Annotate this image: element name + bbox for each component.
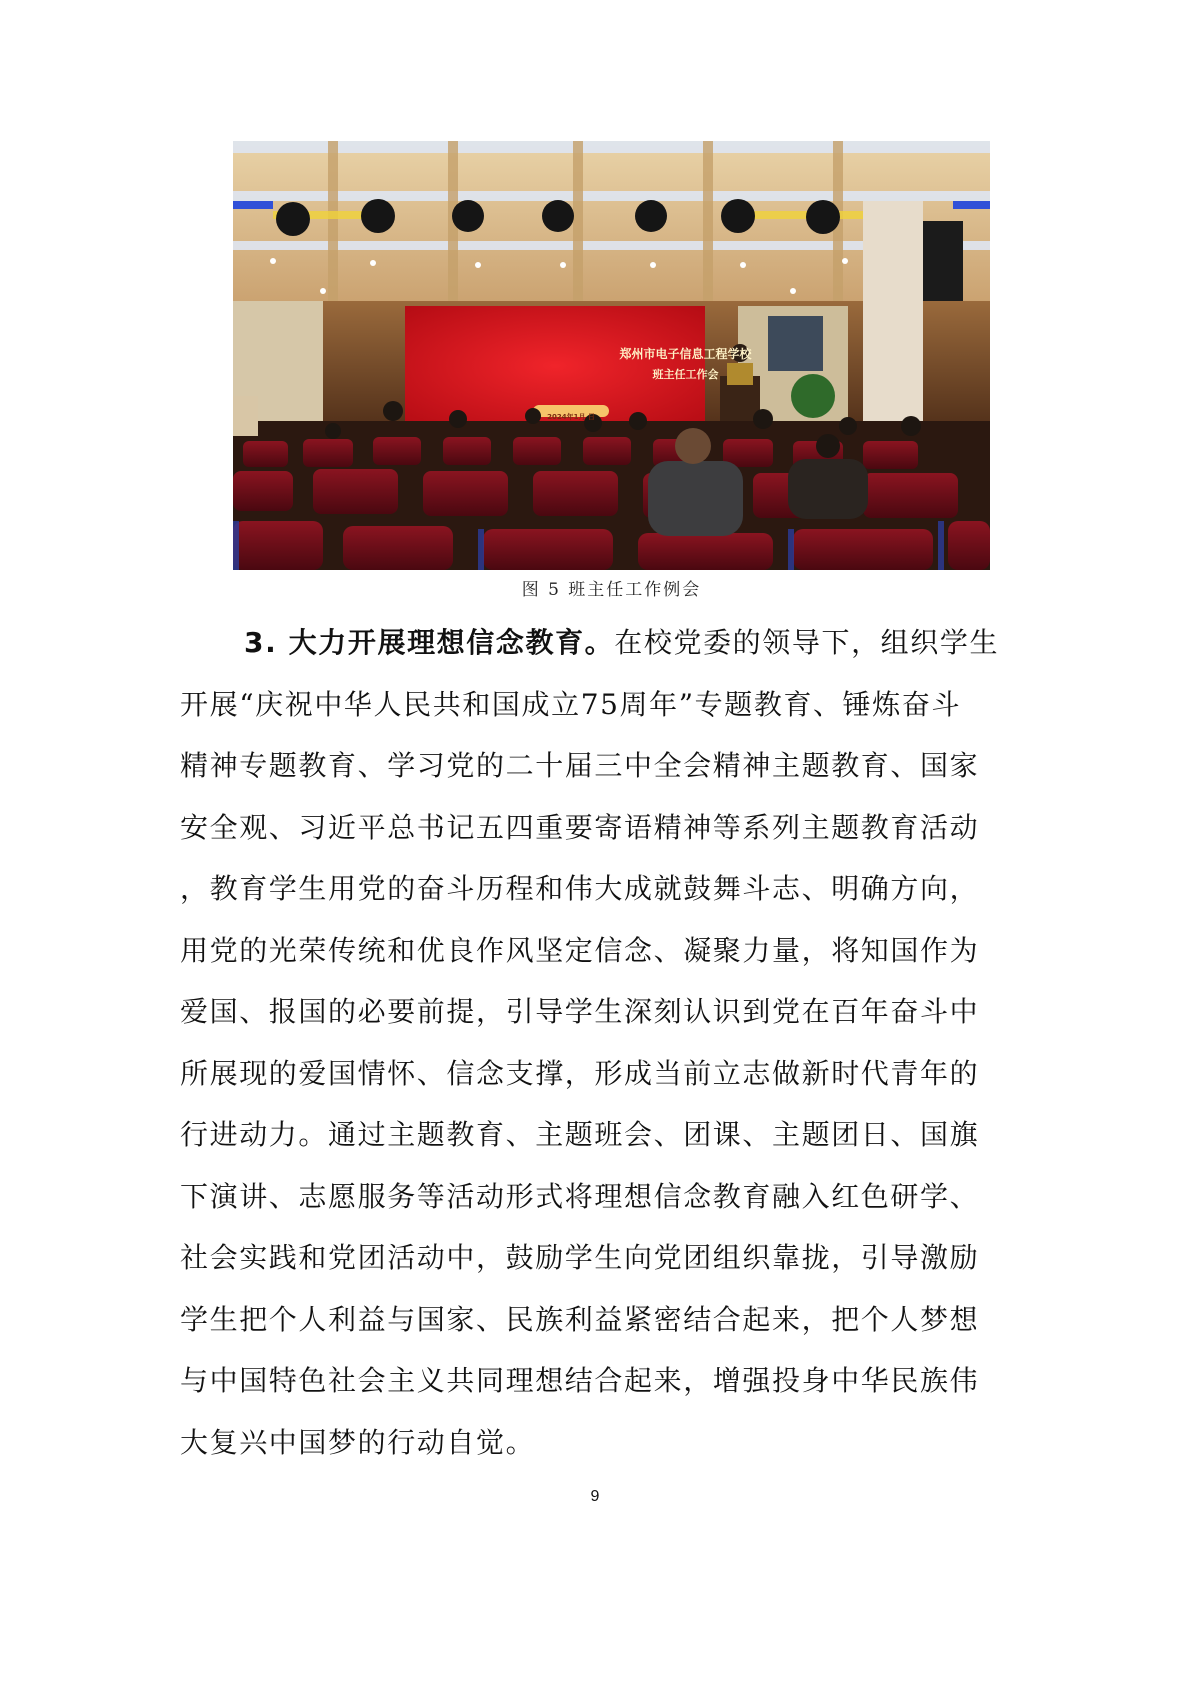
screen-title: 郑州市电子信息工程学校 (619, 347, 752, 361)
body-paragraph (180, 612, 1040, 1473)
screen-date: 2024年1月 日 (547, 413, 595, 421)
paragraph-line (180, 612, 1040, 674)
paragraph-line: 用党的光荣传统和优良作风坚定信念、凝聚力量，将知国作为 (180, 933, 980, 967)
section-heading: 3. 大力开展理想信念教育。 (244, 626, 615, 659)
paragraph-line: 安全观、习近平总书记五四重要寄语精神等系列主题教育活动 (180, 810, 980, 844)
paragraph-line: 爱国、报国的必要前提，引导学生深刻认识到党在百年奋斗中 (180, 995, 980, 1028)
paragraph-line: 学生把个人利益与国家、民族利益紧密结合起来，把个人梦想 (180, 1302, 980, 1336)
paragraph-line: 所展现的爱国情怀、信念支撑，形成当前立志做新时代青年的 (180, 1056, 980, 1090)
paragraph-line-text: 在校党委的领导下，组织学生 (614, 626, 1000, 659)
paragraph-line: ，教育学生用党的奋斗历程和伟大成就鼓舞斗志、明确方向， (180, 872, 980, 905)
paragraph-line: 开展“庆祝中华人民共和国成立75周年”专题教育、锤炼奋斗 (180, 687, 962, 721)
figure-caption: 图 5 班主任工作例会 (521, 580, 702, 600)
paragraph-line: 行进动力。通过主题教育、主题班会、团课、主题团日、国旗 (180, 1118, 980, 1151)
paragraph-line: 社会实践和党团活动中，鼓励学生向党团组织靠拢，引导激励 (180, 1241, 980, 1274)
paragraph-line: 精神专题教育、学习党的二十届三中全会精神主题教育、国家 (180, 749, 980, 782)
meeting-photo (233, 141, 990, 570)
paragraph-line: 大复兴中国梦的行动自觉。 (180, 1425, 536, 1459)
paragraph-line: 与中国特色社会主义共同理想结合起来，增强投身中华民族伟 (180, 1364, 980, 1397)
page-number: 9 (590, 1488, 600, 1505)
screen-subtitle: 班主任工作会 (652, 368, 719, 381)
paragraph-line: 下演讲、志愿服务等活动形式将理想信念教育融入红色研学、 (180, 1179, 980, 1213)
